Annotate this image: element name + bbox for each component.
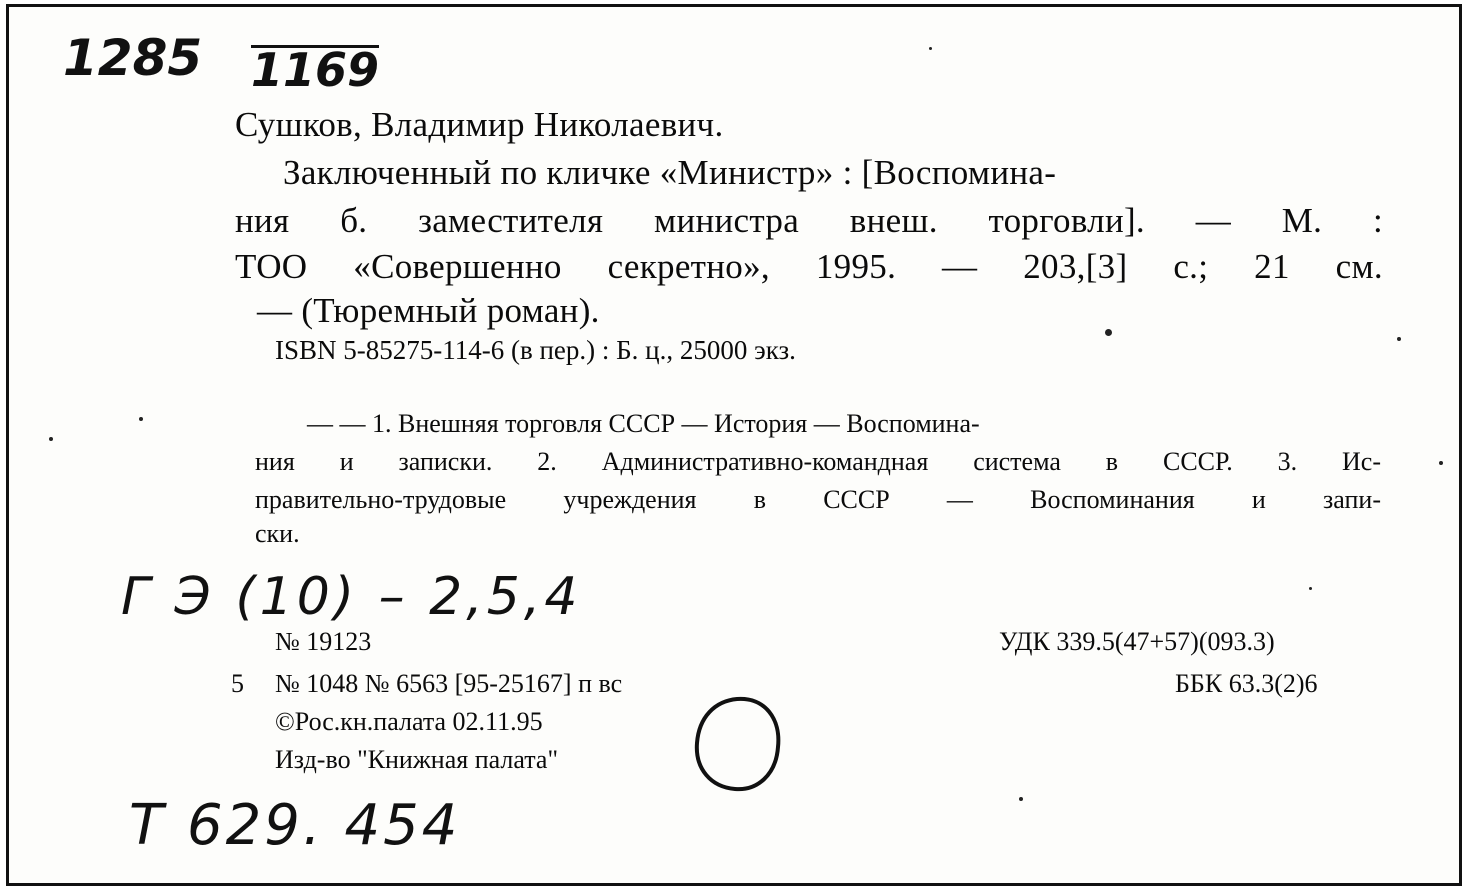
handwritten-call-number: Т 629. 454 — [129, 793, 461, 858]
catalog-card — [6, 4, 1462, 886]
record-prefix: 5 — [231, 669, 244, 698]
speck — [929, 47, 932, 50]
speck — [1309, 587, 1312, 590]
title-line-1: Заключенный по кличке «Министр» : [Воспомина- — [283, 153, 1057, 192]
speck — [139, 417, 143, 421]
speck — [1019, 797, 1023, 801]
title-line-3: ТОО «Совершенно секретно», 1995. — 203,[3] с.; 21 см. — [235, 247, 1383, 286]
bbk-code: ББК 63.3(2)6 — [1175, 669, 1318, 698]
subject-line-1: — — 1. Внешняя торговля СССР — История — Воспомина- — [307, 409, 980, 438]
record-number: № 19123 — [275, 627, 372, 656]
speck — [49, 437, 53, 441]
copyright-line: ©Рос.кн.палата 02.11.95 — [275, 707, 543, 736]
subject-line-2: ния и записки. 2. Административно-командная система в СССР. 3. Ис- — [255, 447, 1381, 476]
speck — [1439, 461, 1443, 465]
library-stamp — [677, 685, 797, 805]
handwritten-top-number-2: 1169 — [251, 43, 380, 97]
speck — [1105, 329, 1112, 336]
record-numbers: № 1048 № 6563 [95-25167] п вс — [275, 669, 623, 698]
isbn-line: ISBN 5-85275-114-6 (в пер.) : Б. ц., 25000 экз. — [275, 335, 796, 365]
title-line-2: ния б. заместителя министра внеш. торговли]. — М. : — [235, 201, 1383, 240]
subject-line-4: ски. — [255, 519, 300, 548]
publisher-line: Изд-во "Книжная палата" — [275, 745, 559, 774]
speck — [1397, 337, 1401, 341]
handwritten-top-number: 1285 — [63, 29, 203, 87]
udk-code: УДК 339.5(47+57)(093.3) — [999, 627, 1275, 656]
author-heading: Сушков, Владимир Николаевич. — [235, 105, 724, 144]
handwritten-classification: Г Э (10) – 2,5,4 — [121, 567, 582, 627]
title-line-4: — (Тюремный роман). — [257, 291, 600, 330]
subject-line-3: правительно-трудовые учреждения в СССР — Воспоминания и запи- — [255, 485, 1381, 514]
